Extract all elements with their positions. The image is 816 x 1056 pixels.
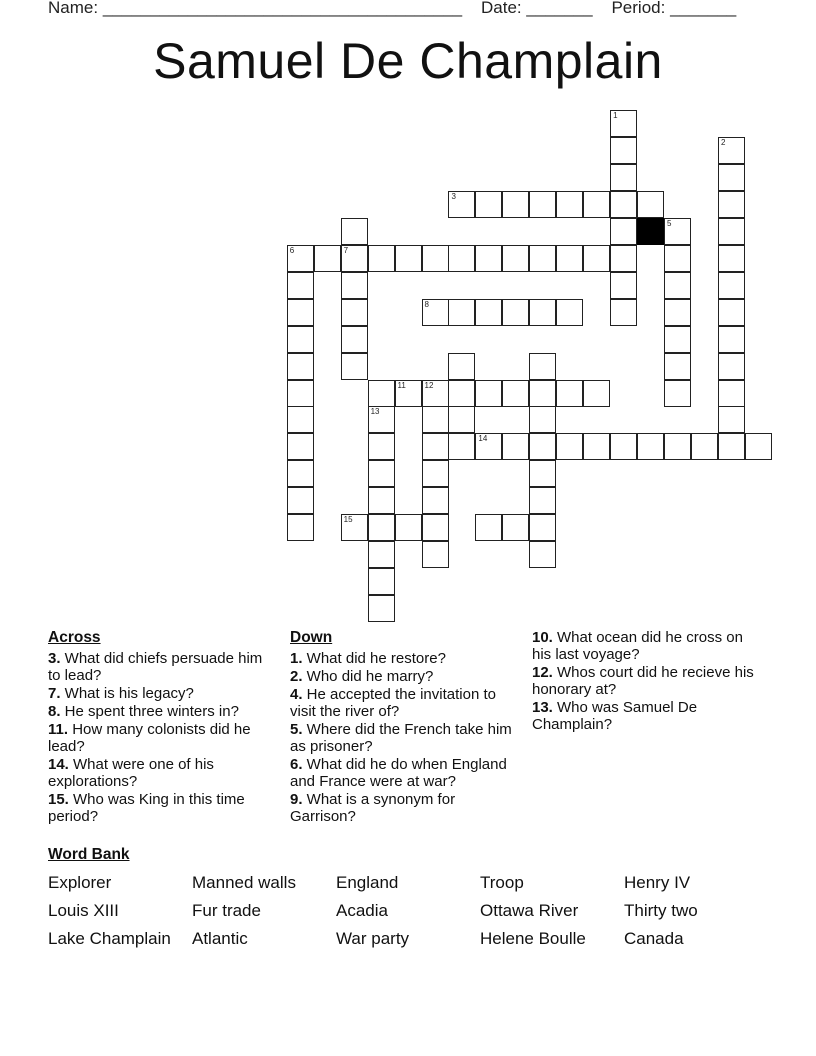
- crossword-cell[interactable]: [422, 487, 449, 514]
- crossword-cell[interactable]: [718, 218, 745, 245]
- crossword-cell[interactable]: [475, 191, 502, 218]
- crossword-cell[interactable]: [448, 299, 475, 326]
- clue-item-number: 4.: [290, 686, 303, 703]
- down-heading: Down: [290, 629, 333, 646]
- clue-item-text: What is his legacy?: [60, 685, 194, 702]
- crossword-cell[interactable]: [610, 137, 637, 164]
- clue-item-text: What did he do when England and France were at war?: [290, 756, 507, 790]
- crossword-cell[interactable]: [637, 191, 664, 218]
- crossword-cell[interactable]: [502, 433, 529, 460]
- word-bank: [48, 872, 768, 949]
- clue-item-text: Whos court did he recieve his honorary at?: [532, 664, 754, 698]
- crossword-cell[interactable]: [664, 353, 691, 380]
- clue-item-text: How many colonists did he lead?: [48, 721, 251, 755]
- clue-item-text: What were one of his explorations?: [48, 756, 214, 790]
- clue-item-text: Who did he marry?: [302, 668, 434, 685]
- word-bank-item: Explorer: [48, 873, 112, 892]
- date-label: Date:: [481, 0, 522, 17]
- crossword-cell[interactable]: [341, 353, 368, 380]
- crossword-cell[interactable]: [368, 460, 395, 487]
- clue-item-text: He accepted the invitation to visit the river of?: [290, 686, 496, 720]
- crossword-cell[interactable]: [422, 245, 449, 272]
- crossword-cell[interactable]: [745, 433, 772, 460]
- clue-item-number: 3.: [48, 650, 61, 667]
- clue-item-text: What did he restore?: [302, 650, 446, 667]
- word-bank-item: England: [336, 873, 399, 892]
- clue-number: 12: [424, 380, 434, 390]
- crossword-cell[interactable]: [718, 164, 745, 191]
- crossword-cell[interactable]: [610, 433, 637, 460]
- clue-item-number: 13.: [532, 699, 553, 716]
- clue-item: [532, 699, 768, 733]
- crossword-cell[interactable]: [610, 110, 637, 137]
- crossword-cell[interactable]: [341, 299, 368, 326]
- clue-number: 5: [667, 218, 672, 228]
- crossword-cell[interactable]: [368, 406, 395, 433]
- crossword-cell[interactable]: [664, 245, 691, 272]
- clue-item-number: 14.: [48, 756, 69, 773]
- crossword-cell[interactable]: [718, 353, 745, 380]
- crossword-cell[interactable]: [448, 433, 475, 460]
- crossword-cell[interactable]: [610, 245, 637, 272]
- crossword-cell[interactable]: [287, 380, 314, 407]
- crossword-cell[interactable]: [314, 245, 341, 272]
- crossword-cell[interactable]: [529, 460, 556, 487]
- crossword-cell[interactable]: [556, 191, 583, 218]
- crossword-cell[interactable]: [422, 514, 449, 541]
- clue-item-text: Who was Samuel De Champlain?: [532, 699, 698, 733]
- crossword-cell[interactable]: [529, 514, 556, 541]
- clue-item-text: Where did the French take him as prisoner?: [290, 721, 512, 755]
- down-clue-list: [290, 650, 520, 825]
- crossword-cell[interactable]: [287, 514, 314, 541]
- clue-number: 2: [720, 137, 726, 147]
- crossword-cell[interactable]: [287, 299, 314, 326]
- clue-item-text: He spent three winters in?: [60, 703, 239, 720]
- crossword-cell[interactable]: [341, 218, 368, 245]
- crossword-cell[interactable]: [610, 191, 637, 218]
- clue-item-text: What ocean did he cross on his last voyage?: [532, 629, 743, 663]
- crossword-cell[interactable]: [368, 541, 395, 568]
- crossword-cell[interactable]: [448, 191, 475, 218]
- crossword-cell[interactable]: [448, 353, 475, 380]
- clue-item: [532, 629, 768, 663]
- name-field[interactable]: ______________________________________: [102, 0, 463, 17]
- crossword-cell[interactable]: [529, 299, 556, 326]
- word-bank-item: Canada: [624, 929, 684, 948]
- crossword-cell[interactable]: [287, 487, 314, 514]
- crossword-cell[interactable]: [448, 380, 475, 407]
- clue-item: [48, 791, 276, 825]
- crossword-cell[interactable]: [637, 433, 664, 460]
- crossword-cell[interactable]: [664, 299, 691, 326]
- clue-number: 1: [613, 111, 618, 120]
- across-clue-list: [48, 650, 276, 825]
- crossword-cell[interactable]: [341, 326, 368, 353]
- crossword-cell[interactable]: [718, 433, 745, 460]
- clue-number: 13: [370, 407, 380, 417]
- word-bank-item: Troop: [480, 873, 524, 892]
- word-bank-item: Henry IV: [624, 873, 691, 892]
- crossword-cell[interactable]: [583, 433, 610, 460]
- crossword-cell[interactable]: [583, 245, 610, 272]
- crossword-cell[interactable]: [691, 433, 718, 460]
- crossword-cell[interactable]: [395, 380, 422, 407]
- crossword-cell[interactable]: [395, 245, 422, 272]
- crossword-cell[interactable]: [583, 191, 610, 218]
- word-bank-item: War party: [336, 929, 410, 948]
- clue-item-number: 1.: [290, 650, 303, 667]
- clue-item-number: 10.: [532, 629, 553, 646]
- crossword-cell[interactable]: [475, 514, 502, 541]
- word-bank-item: Helene Boulle: [480, 929, 586, 948]
- crossword-cell[interactable]: [664, 326, 691, 353]
- word-bank-item: Fur trade: [192, 901, 261, 920]
- crossword-cell[interactable]: [556, 245, 583, 272]
- crossword-cell[interactable]: [475, 245, 502, 272]
- clue-item: [48, 721, 276, 755]
- crossword-cell[interactable]: [368, 568, 395, 595]
- clue-item: [290, 756, 520, 790]
- clue-item-text: What did chiefs persuade him to lead?: [48, 650, 263, 684]
- crossword-cell[interactable]: [475, 299, 502, 326]
- crossword-cell[interactable]: [718, 326, 745, 353]
- crossword-cell[interactable]: [718, 245, 745, 272]
- clue-item: [290, 791, 520, 825]
- crossword-cell[interactable]: [664, 218, 691, 245]
- crossword-cell[interactable]: [368, 514, 395, 541]
- down-clues-continued: [532, 629, 768, 734]
- clue-number: 15: [343, 515, 353, 525]
- crossword-cell[interactable]: [502, 245, 529, 272]
- crossword-cell[interactable]: [610, 218, 637, 245]
- crossword-cell[interactable]: [422, 433, 449, 460]
- crossword-cell[interactable]: [529, 191, 556, 218]
- clue-item: [290, 668, 520, 685]
- word-bank-item: Louis XIII: [48, 901, 119, 920]
- clue-item-number: 11.: [48, 721, 69, 738]
- crossword-cell[interactable]: [529, 353, 556, 380]
- clue-item-number: 2.: [290, 668, 303, 685]
- crossword-cell[interactable]: [718, 191, 745, 218]
- word-bank-item: Manned walls: [192, 873, 296, 892]
- crossword-cell[interactable]: [475, 380, 502, 407]
- crossword-cell[interactable]: [368, 487, 395, 514]
- clue-item-number: 5.: [290, 721, 303, 738]
- crossword-cell[interactable]: [368, 595, 395, 622]
- crossword-cell[interactable]: [287, 326, 314, 353]
- crossword-cell[interactable]: [341, 272, 368, 299]
- crossword-cell[interactable]: [529, 406, 556, 433]
- clue-item-number: 9.: [290, 791, 303, 808]
- clue-item: [48, 756, 276, 790]
- crossword-cell[interactable]: [529, 541, 556, 568]
- crossword-cell[interactable]: [422, 380, 449, 407]
- crossword-cell[interactable]: [664, 272, 691, 299]
- crossword-cell[interactable]: [529, 433, 556, 460]
- crossword-cell[interactable]: [422, 406, 449, 433]
- crossword-cell[interactable]: [502, 514, 529, 541]
- clue-number: 6: [289, 245, 295, 255]
- crossword-cell[interactable]: [287, 406, 314, 433]
- crossword-cell[interactable]: [422, 460, 449, 487]
- down-clues: [290, 629, 520, 826]
- crossword-cell[interactable]: [718, 272, 745, 299]
- crossword-cell[interactable]: [448, 406, 475, 433]
- clue-item-text: Who was King in this time period?: [48, 791, 245, 825]
- crossword-cell[interactable]: [502, 299, 529, 326]
- crossword-cell[interactable]: [718, 299, 745, 326]
- crossword-cell[interactable]: [529, 245, 556, 272]
- crossword-cell[interactable]: [502, 191, 529, 218]
- period-label: Period:: [611, 0, 666, 17]
- crossword-cell[interactable]: [610, 164, 637, 191]
- crossword-cell[interactable]: [368, 380, 395, 407]
- crossword-cell[interactable]: [395, 514, 422, 541]
- clue-item: [532, 664, 768, 698]
- clue-number: 11: [397, 380, 406, 390]
- clue-item: [290, 650, 520, 667]
- crossword-cell[interactable]: [529, 380, 556, 407]
- crossword-cell[interactable]: [475, 433, 502, 460]
- word-bank-heading: Word Bank: [48, 846, 130, 863]
- date-field[interactable]: _______: [526, 0, 593, 17]
- page-title: Samuel De Champlain: [153, 33, 663, 89]
- word-bank-item: Thirty two: [624, 901, 698, 920]
- crossword-cell[interactable]: [610, 272, 637, 299]
- clue-number: 8: [424, 299, 429, 309]
- crossword-cell[interactable]: [556, 380, 583, 407]
- crossword-cell[interactable]: [368, 245, 395, 272]
- period-field[interactable]: _______: [670, 0, 737, 17]
- crossword-cell[interactable]: [556, 299, 583, 326]
- crossword-cell[interactable]: [287, 433, 314, 460]
- crossword-cell[interactable]: [422, 541, 449, 568]
- word-bank-item: Atlantic: [192, 929, 248, 948]
- clue-item: [290, 686, 520, 720]
- crossword-cell[interactable]: [341, 514, 368, 541]
- word-bank-item: Acadia: [336, 901, 388, 920]
- word-bank-item: Lake Champlain: [48, 929, 171, 948]
- clue-number: 3: [451, 191, 456, 201]
- clue-number: 7: [343, 245, 349, 255]
- crossword-cell[interactable]: [718, 406, 745, 433]
- crossword-cell[interactable]: [287, 245, 314, 272]
- clue-item: [48, 703, 276, 720]
- crossword-cell[interactable]: [718, 380, 745, 407]
- clue-item: [48, 685, 276, 702]
- word-bank-item: Ottawa River: [480, 901, 579, 920]
- name-label: Name:: [48, 0, 99, 17]
- crossword-cell[interactable]: [502, 380, 529, 407]
- crossword-cell[interactable]: [422, 299, 449, 326]
- clue-item-number: 12.: [532, 664, 553, 681]
- across-heading: Across: [48, 629, 101, 646]
- crossword-cell[interactable]: [529, 487, 556, 514]
- down-clue-list-continued: [532, 629, 768, 733]
- crossword-cell[interactable]: [718, 137, 745, 164]
- crossword-cell[interactable]: [287, 460, 314, 487]
- crossword-black-cell: [637, 218, 664, 245]
- crossword-cell[interactable]: [556, 433, 583, 460]
- clue-item: [48, 650, 276, 684]
- crossword-cell[interactable]: [448, 245, 475, 272]
- crossword-cell[interactable]: [287, 353, 314, 380]
- clue-number: 14: [478, 434, 488, 444]
- crossword-cell[interactable]: [664, 433, 691, 460]
- clue-item-number: 7.: [48, 685, 61, 702]
- clue-item-number: 15.: [48, 791, 69, 808]
- crossword-cell[interactable]: [287, 272, 314, 299]
- crossword-cell[interactable]: [583, 380, 610, 407]
- clue-item-number: 8.: [48, 703, 61, 720]
- across-clues: [48, 629, 276, 826]
- clue-item-number: 6.: [290, 756, 303, 773]
- crossword-cell[interactable]: [368, 433, 395, 460]
- crossword-cell[interactable]: [341, 245, 368, 272]
- clue-item-text: What is a synonym for Garrison?: [290, 791, 456, 825]
- clue-item: [290, 721, 520, 755]
- crossword-cell[interactable]: [664, 380, 691, 407]
- crossword-cell[interactable]: [610, 299, 637, 326]
